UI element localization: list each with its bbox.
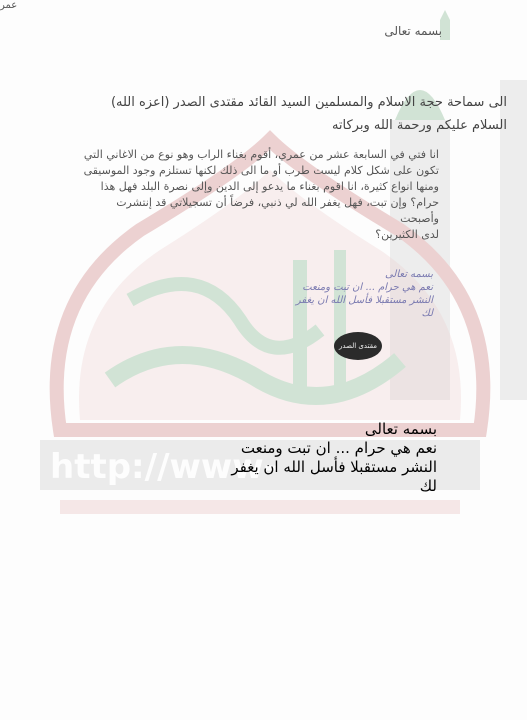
letter-greeting: السلام عليكم ورحمة الله وبركاته	[331, 118, 507, 133]
hand-line: نعم هي حرام ... ان تبت ومنعت	[302, 282, 433, 293]
reply-line: نعم هي حرام ... ان تبت ومنعت	[240, 439, 437, 457]
letter-sender: عمر	[0, 0, 18, 11]
hand-line: بسمه تعالى	[384, 269, 433, 280]
letter-body	[79, 147, 439, 243]
body-line: تكون على شكل كلام ليست طرب أو ما الى ذلك لكنها تستلزم وجود الموسيقى	[83, 164, 439, 177]
reply-line: النشر مستقبلا فأسل الله ان يغفر	[231, 458, 437, 476]
body-line: انا فتي في السابعة عشر من عمري، أقوم بغناء الراب وهو نوع من الاغاني التي	[83, 148, 439, 161]
reply-line: بسمه تعالى	[364, 420, 437, 438]
letter-basmala: بسمه تعالى	[384, 24, 442, 38]
watermark-url: http://www-	[50, 447, 278, 487]
body-line: حرام؟ وإن تبت، فهل يغفر الله لي ذنبي، فرضاً أن تسجيلاتي قد إنتشرت وأصبحت	[116, 196, 439, 225]
hand-line: لك	[421, 308, 433, 319]
body-line: ومنها انواع كثيرة، انا اقوم بغناء ما يدعو إلى الدين وإلى نصرة البلد فهل هذا	[100, 180, 439, 193]
reply-line: لك	[419, 477, 437, 495]
letter-addressee: الى سماحة حجة الاسلام والمسلمين السيد القائد مقتدى الصدر (اعزه الله)	[110, 95, 507, 110]
hand-line: النشر مستقبلا فأسل الله ان يغفر	[295, 295, 433, 306]
body-line: لدى الكثيرين؟	[375, 228, 439, 241]
official-seal: مقتدى الصدر	[334, 332, 382, 360]
typed-reply	[137, 420, 437, 496]
